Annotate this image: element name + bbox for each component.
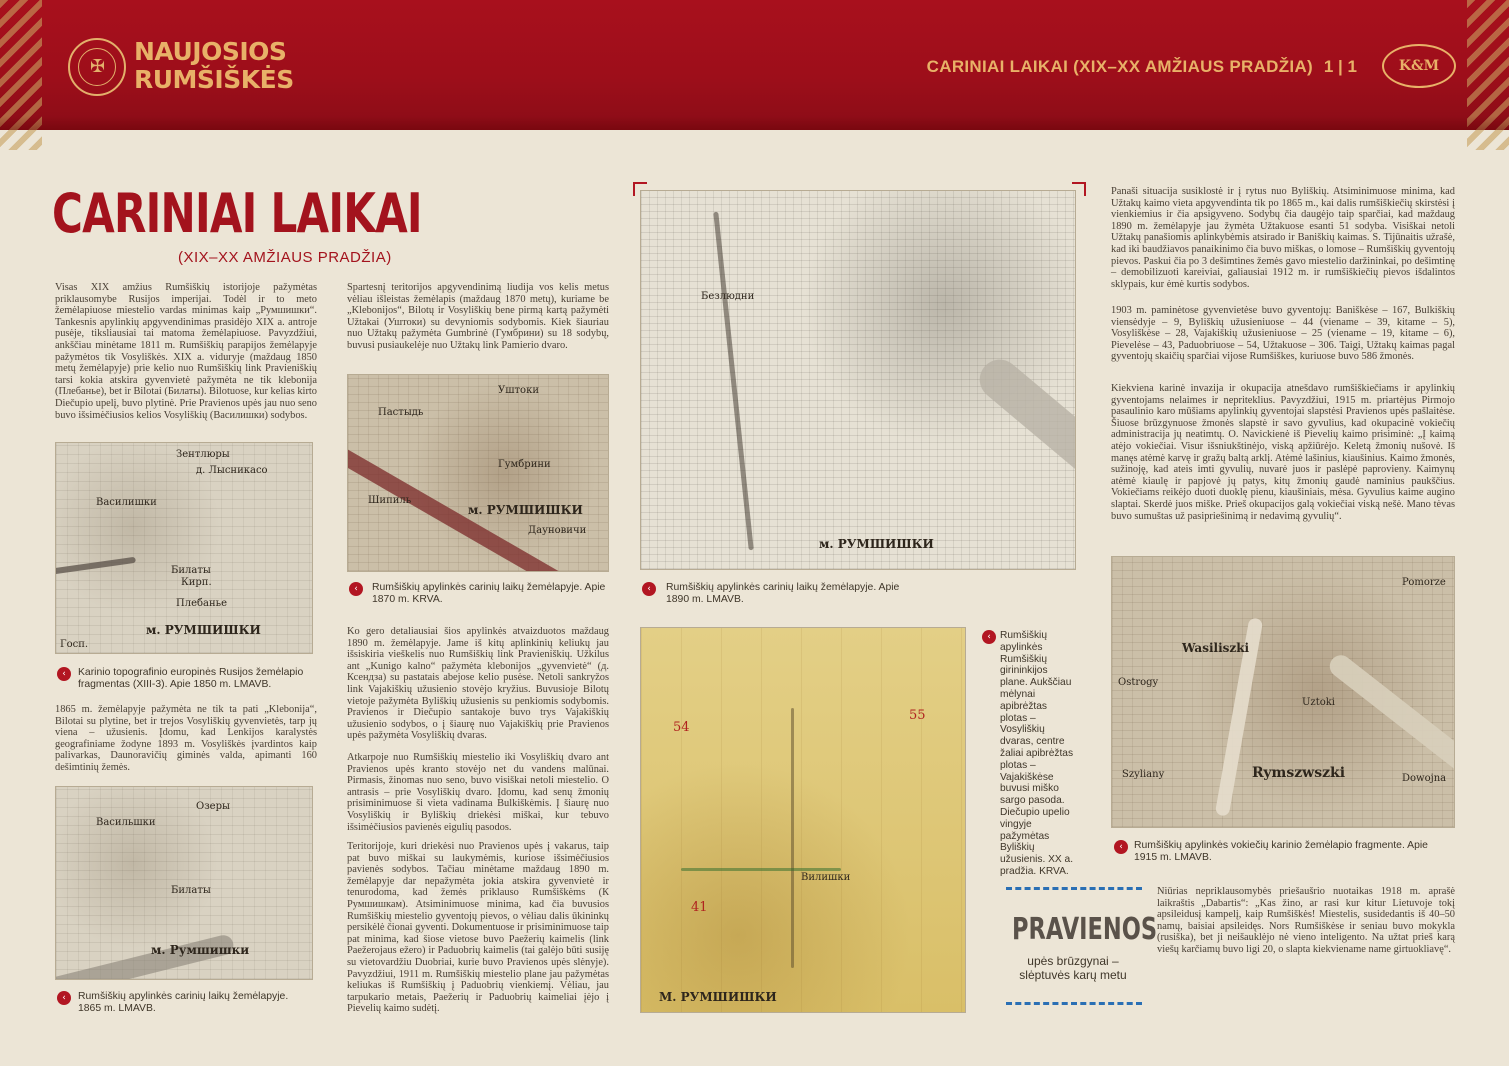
decorative-stripes-left [0, 0, 42, 150]
caption-map-1850: Karinio topografinio europinės Rusijos žemėlapio fragmentas (XIII-3). Apie 1850 m. LMAVB. [78, 667, 304, 690]
caption-marker-icon: ‹ [57, 991, 71, 1005]
map-1890: м. РУМШИШКИ Безлюдни [640, 190, 1076, 570]
logo-emblem-icon: ✠ [68, 38, 126, 96]
map-1870: Уштоки Пастыдь Гумбрини Шипиль м. РУМШИШКИ Дауновичи [347, 374, 609, 572]
logo-line2: RUMŠIŠKĖS [134, 65, 294, 94]
caption-marker-icon: ‹ [57, 667, 71, 681]
map-1915: Wasiliszki Ostrogy Uztoki Rymszwszki Szyliany Pomorze Dowojna [1111, 556, 1455, 828]
col2-paragraph-3: Atkarpoje nuo Rumšiškių miestelio iki Vosyliškių dvaro ant Pravienos upės kranto stovėjo net du vandens malūnai. Pirmasis, žinomas nuo seno, buvo visiškai netoli miestelio. O antrasis – prie Vosyliškių dvaro. Įdomu, kad senų žmonių prisiminimuose ši vieta vadinama Bulkiškėmis. Į šiaurę nuo Vosyliškių ir Byliškių driekėsi miškai, kur tebuvo išsimėčiusios pavienės eigulių pasodos. [347, 752, 609, 833]
caption-forestry-plan: Rumšiškių apylinkės Rumšiškių girininkijos plane. Aukščiau mėlynai apibrėžtas plotas – Vosyliškių dvaras, centre žaliai apibrėžtas plotas – Vajakiškėse buvusi miško sargo pasoda. Diečupio upelio vingyje pažymėtas Byliškių užusienis. XX a. pradžia. KRVA. [1000, 630, 1074, 877]
map-1850: Зентлюры д. Лысникасо Василишки Билаты Кирп. Плебанье м. РУМШИШКИ Госп. [55, 442, 313, 654]
caption-marker-icon: ‹ [1114, 840, 1128, 854]
caption-map-1915: Rumšiškių apylinkės vokiečių karinio žemėlapio fragmente. Apie 1915 m. LMAVB. [1134, 840, 1428, 863]
caption-map-1865: Rumšiškių apylinkės carinių laikų žemėlapyje. 1865 m. LMAVB. [78, 991, 289, 1014]
page-number: 1 | 1 [1323, 57, 1357, 76]
caption-marker-icon: ‹ [349, 582, 363, 596]
divider-dashed-top [1006, 887, 1142, 890]
col2-paragraph-2: Ko gero detaliausiai šios apylinkės atvaizduotos maždaug 1890 m. žemėlapyje. Jame iš kitų aplinkinių keliukų jau išsiskiria vieškelis nuo Rumšiškių link Pravieniškių. Užkilus ant „Kunigo kalno“ pažymėta klebonijos „gyvenvietė“ (д. Ксендза) su pastatais abejose kelio pusėse. Netoli sankryžos link Vajakiškių užusienio stovėjo kryžius. Buvusioje Bilotų vietoje pažymėta Byliškių užusienis su penkiomis sodybomis. Pravienos ir Diečupio santakoje buvo trys Vajakiškių užusienio sodybos, o į šiaurę nuo Vajakiškių prie Pravienos upės pažymėta Vosyliškių dvaras. [347, 626, 609, 742]
map-forestry-plan: 54 55 41 Вилишки М. РУМШИШКИ [640, 627, 966, 1013]
caption-map-1890: Rumšiškių apylinkės carinių laikų žemėlapyje. Apie 1890 m. LMAVB. [666, 582, 900, 605]
caption-map-1870: Rumšiškių apylinkės carinių laikų žemėlapyje. Apie 1870 m. KRVA. [372, 582, 606, 605]
header-title: CARINIAI LAIKAI (XIX–XX AMŽIAUS PRADŽIA) [926, 57, 1313, 76]
logo-text [134, 38, 294, 94]
col4-paragraph-2: 1903 m. paminėtose gyvenvietėse buvo gyventojų: Baniškėse – 167, Bulkiškių viensėdyje – 9, Byliškių užusieniuose – 44 (viename – 39, kitame – 5), Vosyliškėse – 28, Vajakiškių užusieniuose – 25 (viename – 19, kitame – 6), Pievelėse – 43, Paduobriuose – 54, Užtakuose – 306. Taigi, Užtakų kaimas pagal gyventojų skaičių sparčiai vijose Rumšiškes, kuriuose buvo 586 žmonės. [1111, 305, 1455, 363]
col1-paragraph-2: 1865 m. žemėlapyje pažymėta ne tik ta pati „Klebonija“, Bilotai su plytine, bet ir trejos Vosyliškių gyvenvietės, tarp jų viena – užusienis. Įdomu, kad Lenkijos karalystės geografiniame žodyne 1893 m. Vosyliškės įvardintos kaip palivarkas, Daunoravičių giminės valda, apimanti 160 dešimtinių žemės. [55, 704, 317, 773]
col4-paragraph-1: Panaši situacija susiklostė ir į rytus nuo Byliškių. Atsiminimuose minima, kad Užtakų kaimo vieta apgyvendinta tik po 1865 m., kai dalis rumšiškiečių skirstėsi į vienkiemius ir čia apsigyveno. Sodybų čia daugėjo taip sparčiai, kad maždaug 1890 m. žemėlapyje jau žymėta Užtakuose esanti 51 sodyba. Visiškai netoli Užtakų panašiomis aplinkybėmis atsirado ir Baniškių kaimas. S. Tijūnaitis užrašė, kad iki baudžiavos panaikinimo čia buvo miškas, o lomose – Rumšiškių gyventojų pievos. Paskui čia po 3 dešimtines žemės gavo miestelio daržininkai, po dešimtinę – demobilizuoti kareiviai, galiausiai 1912 m. ir rumšiškiečių pievos išdalintos sklypais, kur ėmė kurtis sodybos. [1111, 186, 1456, 290]
header-banner [0, 0, 1509, 130]
logo-line1: NAUJOSIOS [134, 37, 287, 66]
col1-paragraph-1: Visas XIX amžius Rumšiškių istorijoje pažymėtas priklausomybe Rusijos imperijai. Todėl ir to meto žemėlapiuose miestelio vardas minimas kaip „Румшишки“. Tankesnis apylinkių apgyvendinimas prasidėjo XIX a. antroje pusėje, tiksliausiai tai matoma žemėlapiuose. Pavyzdžiui, ankščiau minėtame 1811 m. Rumšiškių parapijos žemėlapyje pažymėtos tik Vosyliškės. XIX a. viduryje (maždaug 1850 metų žemėlapyje) prie kelio nuo Rumšiškių link Pravieniškių tarsi kokia atskira gyvenvietė pažymėta ne tik klebonija (Плебанье), bet ir Bilotai (Билаты). Bilotuose, kur kelias kirto Diečupio upelį, buvo plytinė. Prie Pravienos upės jau nuo seno buvo išsimėčiusios kelios Vosyliškių (Василишки) sodybos. [55, 282, 317, 421]
caption-marker-icon: ‹ [642, 582, 656, 596]
section-title-pravienos: PRAVIENOS [1012, 912, 1158, 947]
divider-dashed-bottom [1006, 1002, 1142, 1005]
col4-paragraph-3: Kiekviena karinė invazija ir okupacija atnešdavo rumšiškiečiams ir apylinkių gyventojams nelaimes ir nepriteklius. Pavyzdžiui, 1915 m. priartėjus Pirmojo pasaulinio karo mūšiams apylinkių gyventojai slapstėsi Pravienos upės pašlaitėse. Šiuose brūzgynuose žmonės slapstė ir savo gyvulius, kad okupacinė vokiečių administracija jų neatimtų. O. Navickienė iš Pievelių kaimo prisiminė: „Į kaimą atėjo vokiečiai. Visur išsniukštinėjo, viską apžiūrėjo. Keletą žmonių nušovė. Iš manęs atėmė karvę ir gražų baltą arklį. Atėmė lašinius, kiaušinius. Kaimo žmonės, sužinoję, kad ateis imti gyvulių, nuvarė juos ir paslėpė paprovieny. Kaimynų atėmė kiaulę ir papjovė jų patys, kitų žmonių gaudė naminius paukščius. Vokiečiams reikėjo duoti duoklę pienu, kiaušiniais, mėsa. Gyvulius kaime augino slaptai. Skerdė juos miške. Prieš okupacijos galą vokiečiai viską nešė. Mano tėvas buvo sumuštas už pasipriešinimą ir nedavimą gyvulių“. [1111, 383, 1455, 522]
section-subtitle: upės brūzgynai – slėptuvės karų metu [1019, 954, 1127, 982]
decorative-stripes-right [1467, 0, 1509, 150]
page-subtitle: (XIX–XX AMŽIAUS PRADŽIA) [178, 249, 392, 266]
km-logo-icon: K&M [1382, 44, 1456, 88]
col2-paragraph-4: Teritorijoje, kuri driekėsi nuo Pravienos upės į vakarus, taip pat buvo miškai su laukymėmis, kuriose išsimėčiusios pavienės sodybos. Tačiau minėtame maždaug 1890 m. žemėlapyje dar nepažymėta jokia atskira gyvenvietė ir tenurodoma, kad žemės priklauso Rumšiškėms (К Румшишкам). Atsiminimuose minima, kad čia buvusios Rumšiškių miestelio gyventojų pievos, o vėliau dalis ūkininkų persikėlė čionai gyventi. Dokumentuose ir prisiminimuose taip pat minima, kad šiose vietose buvo Paežerių kaimelis (link Paežerojaus ežero) ir Paduobrių kaimelis (tai galėjo būti susiję su vietovardžiu Duobriai, kurie buvo Pravienos upės slėnyje). Pavyzdžiui, 1911 m. Rumšiškių miestelio plane jau pažymėtas keliukas iš Rumšiškių į Paduobrių vienkiemį. Vėliau, jau tarpukario metais, Paežerių ir Paduobrių kaimeliai įėjo į Pievelių kaimo sudėtį. [347, 841, 609, 1015]
map-1865: Озеры Васильшки Билаты м. Румшишки [55, 786, 313, 980]
col2-paragraph-1: Spartesnį teritorijos apgyvendinimą liudija vos kelis metus vėliau išleistas žemėlapis (maždaug 1870 metų), kuriame be „Klebonijos“, Bilotų ir Vosyliškių bene pirmą kartą pažymėti Užtakai (Уштоки) su devyniomis sodybomis. Kiek šiauriau nuo Užtakų pažymėta Gumbrinė (Гумбрини) su 18 sodybų, buvusi pusiaukelėje nuo Užtakų link Pamierio dvaro. [347, 282, 609, 351]
caption-marker-icon: ‹ [982, 630, 996, 644]
page-title: CARINIAI LAIKAI [52, 182, 422, 245]
col4-paragraph-4: Niūrias nepriklausomybės priešaušrio nuotaikas 1918 m. aprašė laikraštis „Dabartis“: „Kas žino, ar rasi kur kitur Lietuvoje tokį apsileidusį kampelį, kaip Rumšiškės! Miestelis, susidedantis iš 40–50 namų, baisiai apsileidęs. Nors Rumšiškėse ir seniau buvo mokykla (rusiška), bet ji neišauklėjo nė vieno inteligento. Na užtat prieš karą viešų karčiamų buvo ligi 20, o slapta kiekviename name girtuokliavę“. [1157, 886, 1455, 955]
